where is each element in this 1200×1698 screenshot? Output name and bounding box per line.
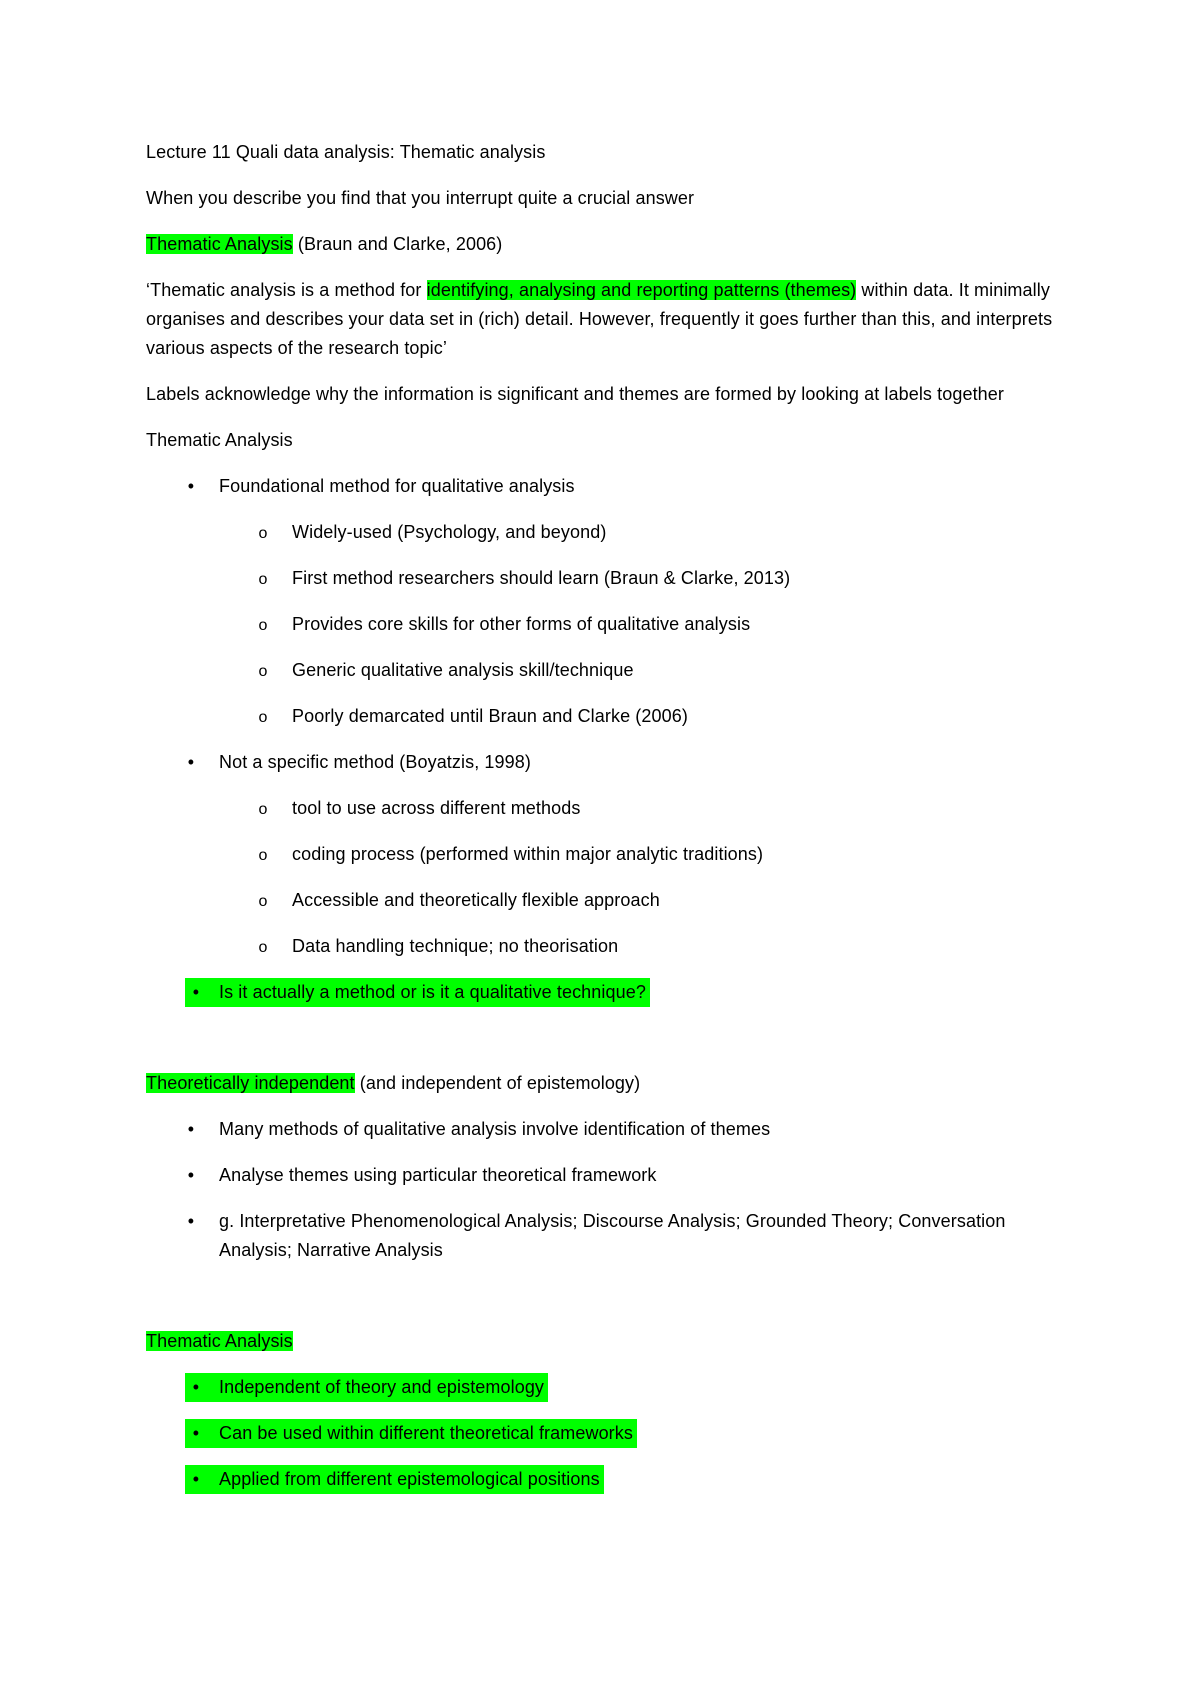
sub-list-item [146,610,1066,639]
section1-citation: (Braun and Clarke, 2006) [292,234,503,254]
quote-highlight: identifying, analysing and reporting patterns (themes) [426,280,857,300]
section1-heading-line [146,230,1066,259]
section2-heading-rest: (and independent of epistemology) [354,1073,641,1093]
sub-list-item [146,794,1066,823]
quote-start: ‘Thematic analysis is a method for [146,280,427,300]
sub-item-text: Generic qualitative analysis skill/technique [292,660,634,680]
sub-list-item [146,656,1066,685]
sub-item-text: Accessible and theoretically flexible approach [292,890,660,910]
sub-item-text: tool to use across different methods [292,798,581,818]
list-item [146,472,1066,501]
intro-note: When you describe you find that you interrupt quite a crucial answer [146,188,695,208]
sub-item-text: Provides core skills for other forms of qualitative analysis [292,614,751,634]
quote-end: within data. It minimally organises and describes your data set in (rich) detail. However, frequently it goes further than this, and interprets various aspects of the research topic’ [146,280,1053,358]
bullet-icon: • [187,1211,195,1231]
bullet-list-1 [146,472,1066,1007]
highlight-band [185,1465,604,1494]
sub-list-item [146,840,1066,869]
bullet-icon: • [192,1469,200,1489]
sub-list-item [146,886,1066,915]
list-item-text: Analyse themes using particular theoretical framework [219,1165,657,1185]
circle-bullet-icon: o [258,709,268,726]
list-item-highlighted [146,1419,1066,1448]
sub-list-item [146,564,1066,593]
bullet-icon: • [187,1165,195,1185]
sub-item-text: First method researchers should learn (Braun & Clarke, 2013) [292,568,791,588]
circle-bullet-icon: o [258,801,268,818]
list-item-text: Can be used within different theoretical frameworks [219,1423,633,1443]
list-item-highlighted [146,978,1066,1007]
circle-bullet-icon: o [258,525,268,542]
sub-list-item [146,518,1066,547]
labels-note: Labels acknowledge why the information is significant and themes are formed by looking at labels together [146,384,1004,404]
definition-quote [146,276,1066,363]
highlight-band [185,1419,637,1448]
list-item [146,748,1066,777]
section2-heading: Theoretically independent [146,1073,355,1093]
list-item [146,1161,1066,1190]
list-item-text: Applied from different epistemological positions [219,1469,600,1489]
list-item-text: Foundational method for qualitative analysis [219,476,575,496]
sub-list-item [146,932,1066,961]
highlight-band [185,978,650,1007]
bullet-list-3 [146,1373,1066,1494]
circle-bullet-icon: o [258,893,268,910]
sub-list-item [146,702,1066,731]
bullet-icon: • [192,982,200,1002]
sub-item-text: coding process (performed within major analytic traditions) [292,844,764,864]
section1-heading: Thematic Analysis [146,234,293,254]
highlight-band [185,1373,548,1402]
circle-bullet-icon: o [258,847,268,864]
sub-item-text: Data handling technique; no theorisation [292,936,619,956]
circle-bullet-icon: o [258,939,268,956]
bullet-icon: • [192,1377,200,1397]
list-item-text: Independent of theory and epistemology [219,1377,545,1397]
list-item-text: g. Interpretative Phenomenological Analysis; Discourse Analysis; Grounded Theory; Conversation Analysis; Narrative Analysis [219,1211,1006,1260]
bullet-list-2 [146,1115,1066,1265]
document-page [146,138,1066,1494]
bullet-icon: • [187,752,195,772]
lecture-title: Lecture 11 Quali data analysis: Thematic analysis [146,142,546,162]
sub-item-text: Widely-used (Psychology, and beyond) [292,522,607,542]
circle-bullet-icon: o [258,663,268,680]
sub-item-text: Poorly demarcated until Braun and Clarke (2006) [292,706,688,726]
section3-heading-line [146,1327,1066,1356]
list-item-highlighted [146,1373,1066,1402]
bullet-icon: • [192,1423,200,1443]
list-item-highlighted [146,1465,1066,1494]
list-item [146,1207,1066,1265]
circle-bullet-icon: o [258,571,268,588]
circle-bullet-icon: o [258,617,268,634]
list-item-text: Many methods of qualitative analysis involve identification of themes [219,1119,771,1139]
section2-heading-line [146,1069,1066,1098]
list-item [146,1115,1066,1144]
bullet-icon: • [187,1119,195,1139]
section3-heading: Thematic Analysis [146,1331,293,1351]
list-item-text: Is it actually a method or is it a qualitative technique? [219,982,646,1002]
list-item-text: Not a specific method (Boyatzis, 1998) [219,752,531,772]
section1-subheading: Thematic Analysis [146,430,293,450]
bullet-icon: • [187,476,195,496]
